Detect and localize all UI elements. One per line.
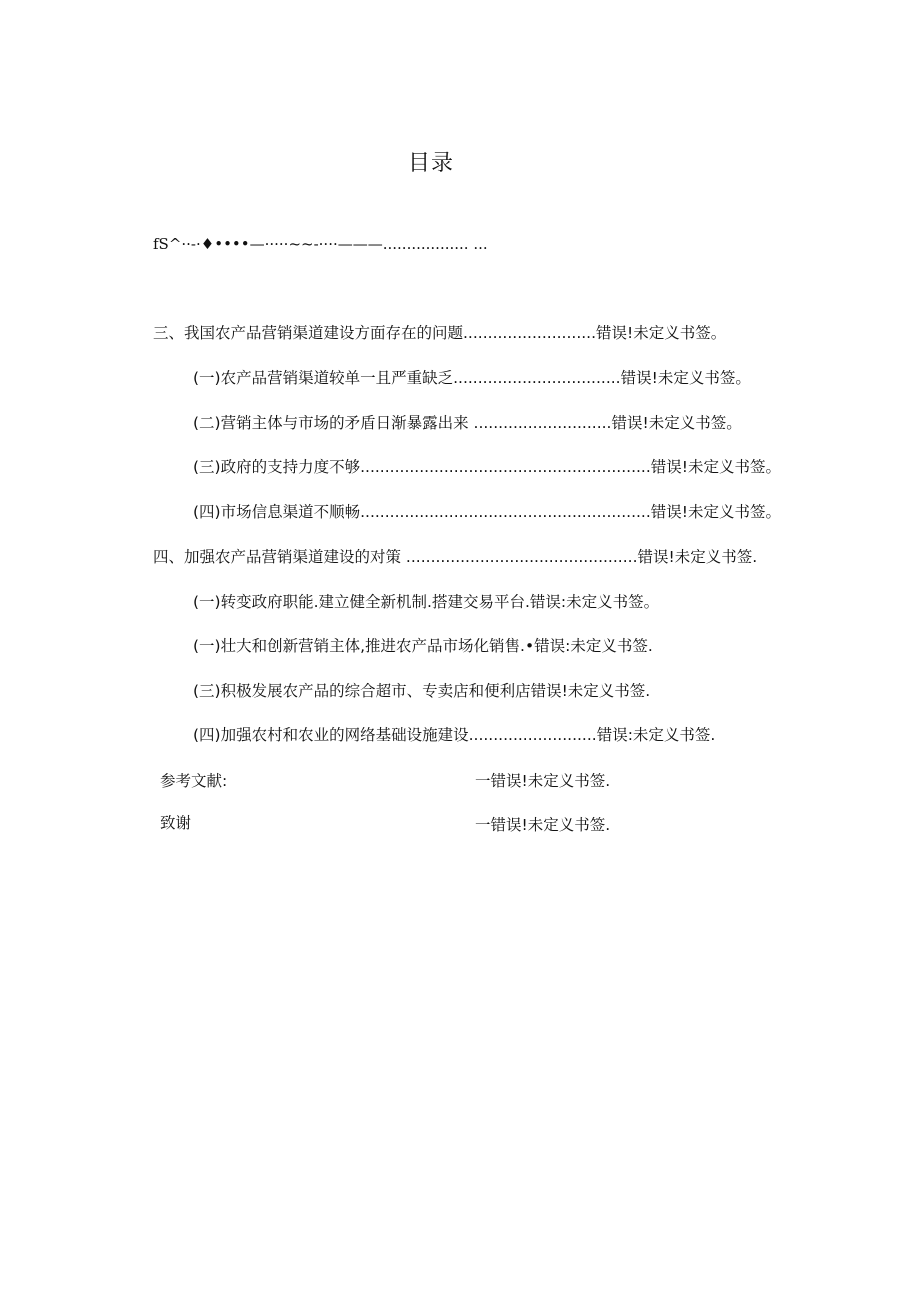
toc-entry-references-label[interactable]: 参考文献: bbox=[160, 772, 228, 790]
toc-entry-3-4[interactable]: (四)市场信息渠道不顺畅...........................................................错误!未定义书签。 bbox=[193, 503, 782, 521]
toc-entry-acknowledgements-label[interactable]: 致谢 bbox=[160, 814, 192, 832]
toc-entry-4-1[interactable]: (一)转变政府职能.建立健全新机制.搭建交易平台.错误:未定义书签。 bbox=[193, 593, 660, 611]
toc-entry-4-2[interactable]: (一)壮大和创新营销主体,推进农产品市场化销售.•错误:未定义书签. bbox=[193, 637, 653, 655]
toc-entry-3-1[interactable]: (一)农产品营销渠道较单一且严重缺乏..................................错误!未定义书签。 bbox=[193, 369, 751, 387]
garbled-toc-line: fS^··-·♦••••—·····~~-····———.................. ... bbox=[153, 235, 488, 253]
toc-entry-section-3[interactable]: 三、我国农产品营销渠道建设方面存在的问题...........................错误!未定义书签。 bbox=[153, 324, 727, 342]
toc-entry-4-4[interactable]: (四)加强农村和农业的网络基础设施建设..........................错误:未定义书签. bbox=[193, 726, 716, 744]
toc-entry-3-2[interactable]: (二)营销主体与市场的矛盾日渐暴露出来 ............................错误!未定义书签。 bbox=[193, 414, 742, 432]
toc-entry-references-ref: 一错误!未定义书签. bbox=[475, 772, 611, 790]
toc-entry-4-3[interactable]: (三)积极发展农产品的综合超市、专卖店和便利店错误!未定义书签. bbox=[193, 682, 651, 700]
toc-entry-section-4[interactable]: 四、加强农产品营销渠道建设的对策 ...............................................错误!未定义书签. bbox=[153, 548, 758, 566]
toc-entry-acknowledgements-ref: 一错误!未定义书签. bbox=[475, 816, 611, 834]
toc-entry-3-3[interactable]: (三)政府的支持力度不够...........................................................错误!未定义书签。 bbox=[193, 458, 782, 476]
page-title: 目录 bbox=[407, 151, 454, 176]
